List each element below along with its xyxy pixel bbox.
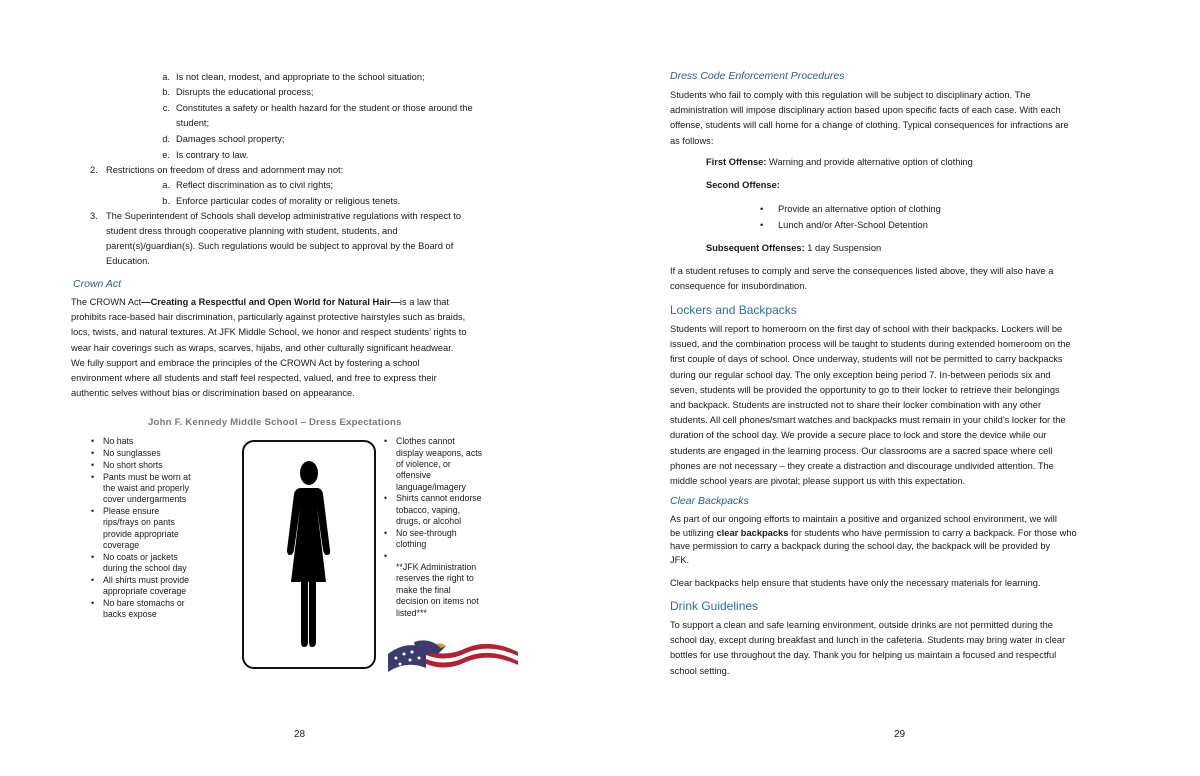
right-page: Dress Code Enforcement Procedures Students who fail to comply with this regulation will be subject to disciplinary action. The administration will impose disciplinary action based upon specific facts of each case. With each offense, students will call home for a change of clothing. Typical consequences for infractions are as follows: First Offense: Warning and provide alternative option of clothing Second Offense: • Provide an alternative option of clothing • Lunch and/or After-School Detention Subsequent Offenses: 1 day Suspension If a student refuses to comply and serve the consequences listed above, they will also have a consequence for insubordination. Lockers and Backpacks Students will report to homeroom on the first day of school with their backpacks. Lockers will be issued, and the combination process will be taught to students during extended homeroom on the first couple of days of school. Once underway, students will not be permitted to carry backpacks during our regular school day. The only exception being period 7. In-between periods six and seven, students will be provided the opportunity to go to their locker to retrieve their belongings and backpack. Students are instructed not to share their locker combination with any other students. All cell phones/smart watches and backpacks must remain in your child’s locker for the duration of the school day. We provide a secure place to lock and store the device while our students are engaged in the learning process. Our classrooms are a sacred space where cell phones are not necessary – they create a distraction and discourage undivided attention. The middle school years are pivotal; please support us with this expectation. Clear Backpacks As part of our ongoing efforts to maintain a positive and organized school environment, we will be utilizing clear backpacks for students who have permission to carry a backpack. For those who have permission to carry a backpack during the school day, the backpack will be provided by JFK. Clear backpacks help ensure that students have only the necessary materials for learning. Drink Guidelines To support a clean and safe learning environment, outside drinks are not permitted during the school day, except during breakfast and lunch in the cafeteria. Students may bring water in clear bottles for use throughout the day. Thank you for helping us maintain a focused and respectful school setting. 29: [670, 70, 1077, 740]
second-offense: Second Offense:: [706, 180, 780, 190]
section-heading-lockers: Lockers and Backpacks: [670, 303, 797, 317]
person-figure-icon: [244, 442, 374, 667]
drink-paragraph: To support a clean and safe learning environment, outside drinks are not permitted during the school day, except during breakfast and lunch in the cafeteria. Students may bring water in clear bottles for use throughout the day. Thank you for helping us maintain a focused and respectful school setting.: [670, 620, 1066, 676]
clear-backpacks-paragraph: As part of our ongoing efforts to maintain a positive and organized school environment, we will be utilizing clear backpacks for students who have permission to carry a backpack. For those who have permission to carry a backpack during the school day, the backpack will be provided by JFK.: [670, 514, 1077, 565]
section-heading-crown-act: Crown Act: [73, 278, 122, 290]
restroom-figure-sign: [242, 440, 376, 669]
first-offense: First Offense: Warning and provide alternative option of clothing: [706, 157, 973, 167]
page-number: 28: [294, 729, 306, 740]
section-heading-drink: Drink Guidelines: [670, 599, 759, 613]
enforcement-paragraph: Students who fail to comply with this regulation will be subject to disciplinary action. The administration will impose disciplinary action based upon specific facts of each case. With each offense, students will call home for a change of clothing. Typical consequences for infractions are as follows:: [670, 90, 1069, 146]
subsequent-offenses: Subsequent Offenses: 1 day Suspension: [706, 243, 882, 253]
section-heading-clear-backpacks: Clear Backpacks: [670, 495, 749, 507]
clear-backpacks-note: Clear backpacks help ensure that students have only the necessary materials for learning.: [670, 578, 1041, 588]
crown-act-paragraph: The CROWN Act—Creating a Respectful and Open World for Natural Hair—is a law that prohibits race-based hair discrimination, particularly against protective hairstyles such as braids, locs, twists, and natural textures. At JFK Middle School, we honor and respect students’ rights to wear hair coverings such as wraps, scarves, hijabs, and other culturally significant headwear. We fully support and embrace the principles of the CROWN Act by fostering a school environment where all students and staff feel respected, valued, and free to express their authentic selves without bias or discrimination based on appearance.: [71, 297, 467, 399]
lockers-paragraph: Students will report to homeroom on the first day of school with their backpacks. Lockers will be issued, and the combination process will be taught to students during extended homeroom on the first couple of days of school. Once underway, students will not be permitted to carry backpacks during our regular school day. The only exception being period 7. In-between periods six and seven, students will be provided the opportunity to go to their locker to retrieve their belongings and backpack. Students are instructed not to share their locker combination with any other students. All cell phones/smart watches and backpacks must remain in your child’s locker for the duration of the school day. We provide a secure place to lock and store the device while our students are engaged in the learning process. Our classrooms are a sacred space where cell phones are not necessary – they create a distraction and discourage undivided attention. The middle school years are pivotal; please support us with this expectation.: [670, 324, 1071, 486]
dress-expectations-title: John F. Kennedy Middle School – Dress Expectations: [148, 417, 402, 428]
eagle-flag-logo: [386, 636, 520, 679]
left-page: a. Is not clean, modest, and appropriate to the school situation; b. Disrupts the educational process; c. Constitutes a safety or health hazard for the student or those around the student; d. Damages school property; e. Is contrary to law. 2. Restrictions on freedom of dress and adornment may not: a. Reflect discrimination as to civil rights; b. Enforce particular codes of morality or religious tenets. 3. The Superintendent of Schools shall develop administrative regulations with respect to student dress through cooperative planning with student, students, and parent(s)/guardian(s). Such regulations would be subject to approval by the Board of Education. Crown Act The CROWN Act—Creating a Respectful and Open World for Natural Hair—is a law that prohibits race-based hair discrimination, particularly against protective hairstyles such as braids, locs, twists, and natural textures. At JFK Middle School, we honor and respect students’ rights to wear hair coverings such as wraps, scarves, hijabs, and other culturally significant headwear. We fully support and embrace the principles of the CROWN Act by fostering a school environment where all students and staff feel respected, valued, and free to express their authentic selves without bias or discrimination based on appearance. John F. Kennedy Middle School – Dress Expectations • No hats • No sunglasses • No short shorts • Pants must be worn at the waist and properly cover undergarments • Please ensure rips/frays on pants provide appropriate coverage • No coats or jackets during the school day • All shirts must provide appropriate coverage • No bare stomachs or backs expose • Clothes cannot display weapons, acts of violence, or offensive language/imagery • Shirts cannot endorse tobacco, vaping, drugs, or alcohol • No see-through clothing • **JFK Administration reserves the right to make the final decision on items not listed*** 28: [0, 0, 600, 776]
page-number: 29: [894, 729, 906, 740]
insubordination-paragraph: If a student refuses to comply and serve the consequences listed above, they will also have a consequence for insubordination.: [670, 266, 1054, 292]
section-heading-enforcement: Dress Code Enforcement Procedures: [670, 70, 845, 82]
